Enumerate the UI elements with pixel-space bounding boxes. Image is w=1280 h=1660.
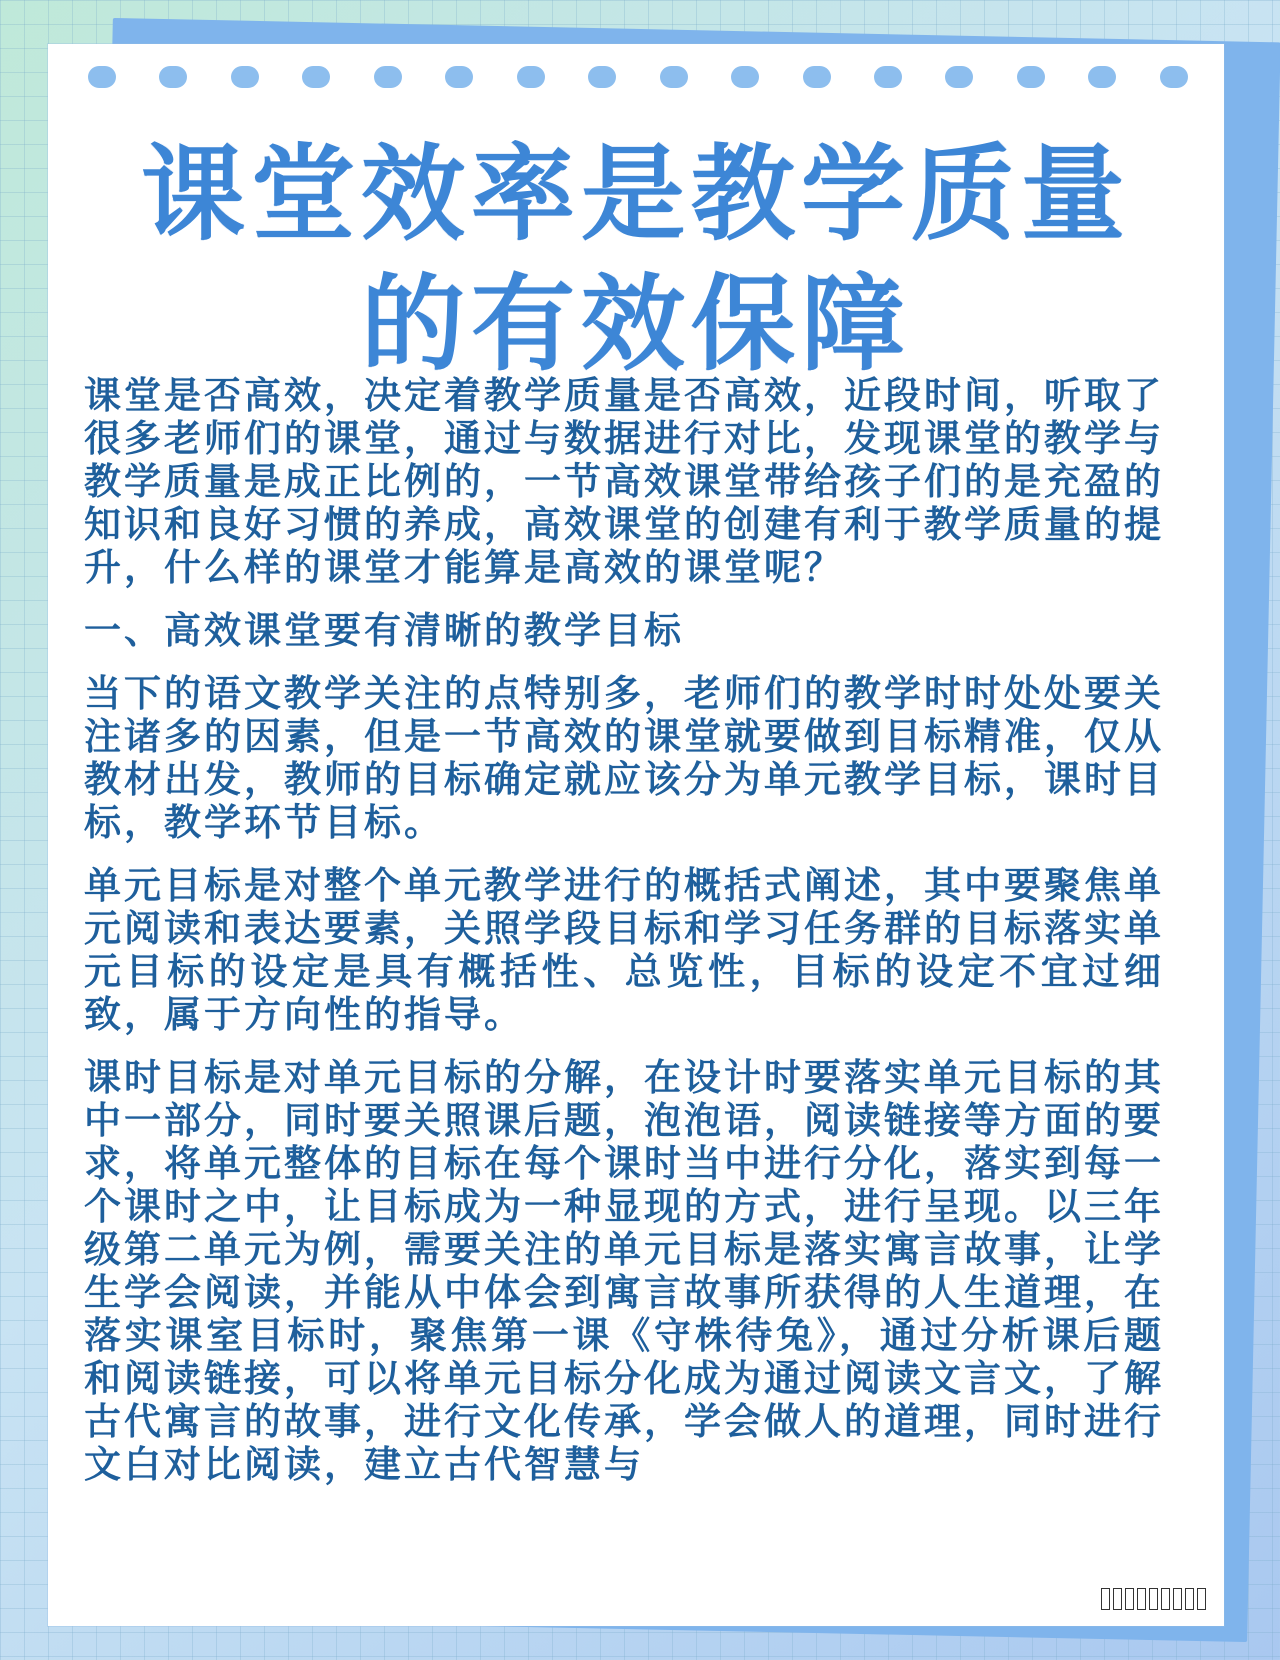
binder-hole xyxy=(874,66,902,88)
binder-hole xyxy=(88,66,116,88)
note-card xyxy=(48,44,1224,1626)
binder-hole xyxy=(159,66,187,88)
binder-hole xyxy=(803,66,831,88)
title-line-2: 的有效保障 xyxy=(360,263,911,385)
section-paragraph: 单元目标是对整个单元教学进行的概括式阐述，其中要聚焦单元阅读和表达要素，关照学段目标和学习任务群的目标落实单元目标的设定是具有概括性、总览性，目标的设定不宜过细致，属于方向性的指导。 xyxy=(84,863,1164,1036)
binder-hole xyxy=(1017,66,1045,88)
watermark-icon xyxy=(1101,1588,1206,1610)
section-paragraph: 课时目标是对单元目标的分解，在设计时要落实单元目标的其中一部分，同时要关照课后题，泡泡语，阅读链接等方面的要求，将单元整体的目标在每个课时当中进行分化，落实到每一个课时之中，让目标成为一种显现的方式，进行呈现。以三年级第二单元为例，需要关注的单元目标是落实寓言故事，让学生学会阅读，并能从中体会到寓言故事所获得的人生道理，在落实课室目标时，聚焦第一课《守株待兔》，通过分析课后题和阅读链接，可以将单元目标分化成为通过阅读文言文，了解古代寓言的故事，进行文化传承，学会做人的道理，同时进行文白对比阅读，建立古代智慧与 xyxy=(84,1055,1164,1486)
binder-hole xyxy=(731,66,759,88)
binder-hole xyxy=(1088,66,1116,88)
binder-hole xyxy=(945,66,973,88)
section-paragraph: 当下的语文教学关注的点特别多，老师们的教学时时处处要关注诸多的因素，但是一节高效的课堂就要做到目标精准，仅从教材出发，教师的目标确定就应该分为单元教学目标，课时目标，教学环节目标。 xyxy=(84,671,1164,844)
page-title xyxy=(68,129,1204,389)
section-heading: 一、高效课堂要有清晰的教学目标 xyxy=(84,608,684,652)
binder-holes xyxy=(88,66,1188,94)
binder-hole xyxy=(660,66,688,88)
binder-hole xyxy=(1160,66,1188,88)
binder-hole xyxy=(445,66,473,88)
binder-hole xyxy=(588,66,616,88)
binder-hole xyxy=(231,66,259,88)
intro-paragraph: 课堂是否高效，决定着教学质量是否高效，近段时间，听取了很多老师们的课堂，通过与数据进行对比，发现课堂的教学与教学质量是成正比例的，一节高效课堂带给孩子们的是充盈的知识和良好习惯的养成，高效课堂的创建有利于教学质量的提升，什么样的课堂才能算是高效的课堂呢？ xyxy=(84,373,1164,589)
binder-hole xyxy=(374,66,402,88)
article-body xyxy=(84,374,1164,1486)
binder-hole xyxy=(517,66,545,88)
title-line-1: 课堂效率是教学质量 xyxy=(140,133,1131,255)
binder-hole xyxy=(302,66,330,88)
